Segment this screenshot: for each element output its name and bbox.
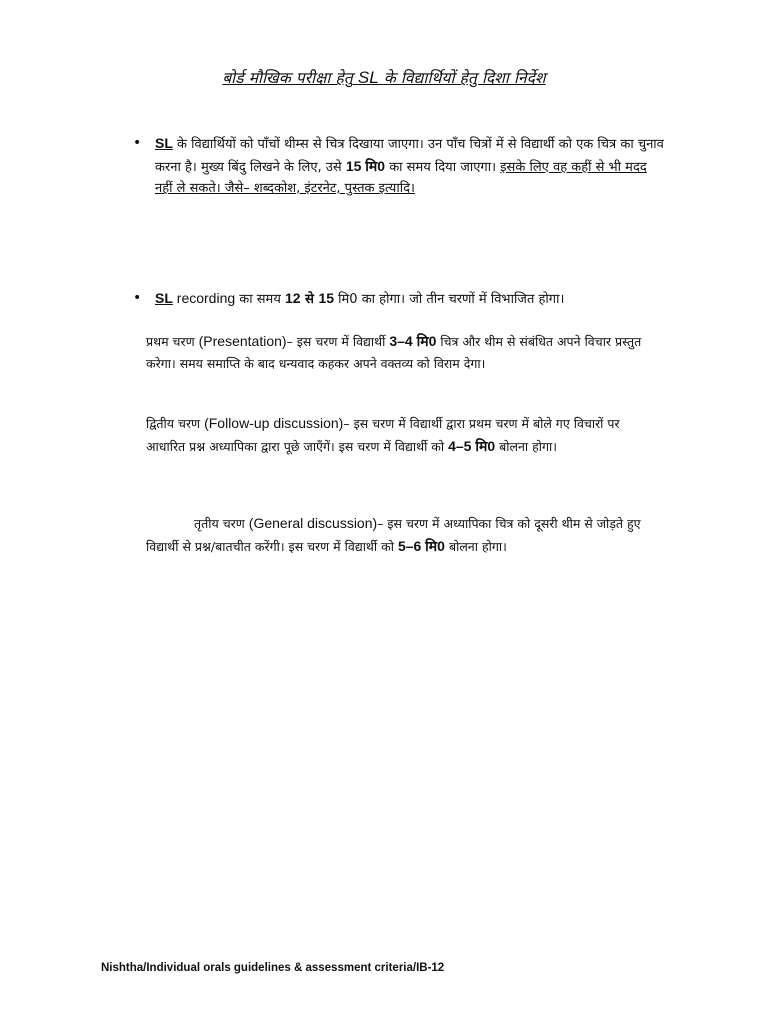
title-sl: SL: [357, 68, 379, 87]
bullet1-text-a: के विद्यार्थियों को पाँचों थीम्स से चित्र दिखाया जाएगा। उन पाँच चित्रों में से विद्यार्थी को एक चित्र का चुनाव करना है। मुख्य बिंदु लिखने के लिए, उसे: [155, 137, 664, 175]
stage1-time: 3–4 मि0: [389, 333, 437, 349]
bullet1-underlined-note: इसके लिए वह कहीं से भी मदद नहीं ले सकते। जैसे– शब्दकोश, इंटरनेट, पुस्तक इत्यादि।: [155, 159, 647, 196]
stage-follow-up: [146, 412, 661, 458]
bullet-sl-picture-selection: [133, 133, 665, 200]
bullet-dot-icon: •: [133, 290, 142, 306]
stage1-text-a: – इस चरण में विद्यार्थी: [286, 334, 390, 349]
stage3-text-a: – इस चरण में अध्यापिका चित्र को दूसरी थीम से जोड़ते हुए विद्यार्थी से प्रश्न/बातचीत करेंगी। इस चरण में विद्यार्थी को: [146, 516, 641, 554]
bullet-sl-recording-duration: [133, 288, 665, 311]
bullet2-num1: 12: [285, 290, 301, 306]
stage3-text-b: बोलना होगा।: [444, 539, 507, 554]
title-part2: के विद्यार्थियों हेतु दिशा निर्देश: [383, 69, 546, 87]
bullet1-time: 15 मि0: [345, 157, 386, 174]
stage2-text-b: बोलना होगा।: [495, 439, 558, 454]
bullet2-se: से: [300, 292, 319, 307]
stage2-label: द्वितीय चरण: [146, 416, 205, 431]
bullet2-num2: 15: [318, 290, 335, 306]
bullet2-recording: recording: [172, 290, 236, 306]
page-footer: Nishtha/Individual orals guidelines & assessment criteria/IB-12: [101, 962, 445, 974]
stage2-text-a: – इस चरण में विद्यार्थी द्वारा प्रथम चरण में बोले गए विचारों पर आधारित प्रश्न अध्यापिका द्वारा पूछे जाएँगें। इस चरण में विद्यार्थी को: [146, 416, 620, 454]
bullet2-text-a: का समय: [235, 292, 286, 307]
page-title: [0, 66, 768, 88]
bullet1-text-b: का समय दिया जाएगा।: [385, 159, 501, 175]
bullet2-sl: SL: [155, 290, 173, 306]
stage1-en: (Presentation): [198, 333, 287, 349]
stage1-text-b: चित्र और थीम से संबंधित अपने विचार प्रस्तुत करेगा। समय समाप्ति के बाद धन्यवाद कहकर अपने वक्तव्य को विराम देगा।: [146, 334, 642, 371]
bullet2-text-b: मि0 का होगा। जो तीन चरणों में विभाजित होगा।: [334, 292, 565, 307]
bullet1-sl: SL: [155, 135, 173, 151]
stage3-time: 5–6 मि0: [397, 538, 445, 554]
stage3-label: तृतीय चरण: [194, 516, 249, 531]
stage-presentation: [146, 330, 661, 375]
stage2-time: 4–5 मि0: [448, 438, 496, 454]
stage2-en: (Follow-up discussion): [204, 415, 344, 431]
stage1-label: प्रथम चरण: [146, 334, 199, 349]
bullet-dot-icon: •: [133, 135, 142, 151]
stage3-en: (General discussion): [248, 515, 378, 531]
stage-general-discussion: [146, 512, 661, 558]
title-part1: बोर्ड मौखिक परीक्षा हेतु: [222, 69, 353, 87]
